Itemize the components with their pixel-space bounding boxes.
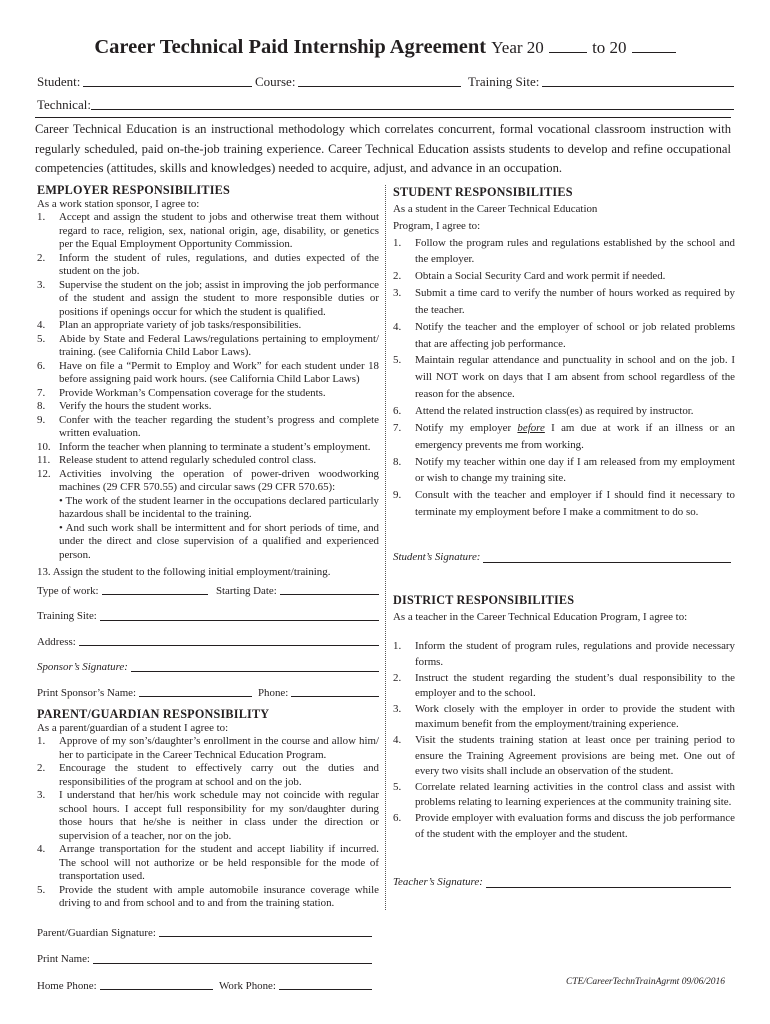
list-item: 8. Notify my teacher within one day if I am released from my employment or wish to change my training site.	[393, 455, 735, 485]
list-item: 6. Provide employer with evaluation forms and discuss the job performance of the student with the employer and the student.	[393, 811, 735, 840]
document-title	[0, 36, 770, 59]
list-item: 6. Have on file a “Permit to Employ and Work” for each student under 18 before assigning paid work hours. (see California Child Labor Laws)	[37, 359, 379, 385]
teacher-signature-label: Teacher’s Signature:	[393, 876, 483, 889]
print-sponsor-name-label: Print Sponsor’s Name:	[37, 686, 137, 699]
list-item: 5. Correlate related learning activities in the control class and assist with problems relating to learning experiences at the community training site.	[393, 780, 735, 809]
student-list	[393, 235, 735, 521]
sponsor-signature-field[interactable]	[131, 670, 379, 672]
form-code: CTE/CareerTechnTrainAgrmt 09/06/2016	[566, 977, 725, 987]
list-item: 8. Verify the hours the student works.	[37, 400, 212, 412]
sponsor-signature-label: Sponsor’s Signature:	[37, 661, 128, 673]
list-item: 2. Instruct the student regarding the student’s dual responsibility to the employer and to the school.	[393, 671, 735, 700]
list-item: 5. Abide by State and Federal Laws/regulations pertaining to employment/ training. (see California Child Labor Laws).	[37, 332, 379, 358]
list-item: 7. Provide Workman’s Compensation coverage for the students.	[37, 386, 326, 399]
list-item: 4. Plan an appropriate variety of job tasks/responsibilities.	[37, 319, 302, 331]
student-field[interactable]	[83, 85, 252, 87]
home-phone-label: Home Phone:	[37, 979, 97, 992]
intro-paragraph: Career Technical Education is an instructional methodology which correlates concurrent, formal vocational classroom instruction with regularly scheduled, paid on-the-job training experience. Career Technical Education assists students to develop and refine occupational competencies (attitudes, skills and knowledges) needed to acquire, adjust, and advance in an occupation.	[35, 117, 731, 179]
year-start-field[interactable]	[549, 52, 587, 53]
district-lead: As a teacher in the Career Technical Education Program, I agree to:	[393, 610, 688, 623]
student-label: Student:	[37, 74, 81, 89]
list-item: 7. Notify my employer before I am due at work if an illness or an emergency prevents me from working.	[393, 421, 735, 451]
parent-print-name-label: Print Name:	[37, 953, 90, 965]
starting-date-label: Starting Date:	[215, 584, 277, 597]
student-signature-label: Student’s Signature:	[393, 550, 481, 563]
year-label: Year 20	[491, 38, 544, 57]
employer-heading: EMPLOYER RESPONSIBILITIES	[37, 183, 230, 197]
employer-training-site-field[interactable]	[100, 619, 379, 621]
district-heading: DISTRICT RESPONSIBILITIES	[393, 592, 575, 607]
training-site-field[interactable]	[542, 85, 734, 87]
title-main: Career Technical Paid Internship Agreement	[94, 36, 487, 58]
parent-list	[37, 735, 379, 911]
list-item: 2. Inform the student of rules, regulations, and duties expected of the student on the job.	[37, 251, 379, 277]
address-field[interactable]	[79, 644, 379, 646]
left-column	[37, 184, 379, 993]
employer-item-13: 13. Assign the student to the following initial employment/training.	[37, 566, 331, 578]
parent-print-name-field[interactable]	[93, 962, 372, 964]
year-end-field[interactable]	[632, 52, 676, 53]
list-item: 6. Attend the related instruction class(es) as required by instructor.	[393, 404, 694, 417]
starting-date-field[interactable]	[280, 593, 379, 595]
student-signature-field[interactable]	[483, 561, 731, 563]
teacher-signature-field[interactable]	[486, 886, 731, 888]
sponsor-name-row	[37, 687, 379, 701]
parent-lead: As a parent/guardian of a student I agree to:	[37, 721, 229, 734]
list-item: 1. Inform the student of program rules, regulations and provide necessary forms.	[393, 640, 735, 668]
student-heading: STUDENT RESPONSIBILITIES	[393, 185, 573, 199]
list-item: 3. I understand that her/his work schedule may not coincide with regular school hours. I accept full responsibility for my son/daughter during those hours that he/she is neither in class under the direction or supervision of a teacher, nor on the job.	[37, 789, 379, 842]
list-item: 3. Submit a time card to verify the number of hours worked as required by the teacher.	[393, 287, 735, 316]
list-item: 2. Encourage the student to effectively carry out the duties and responsibilities of the program at school and on the job.	[37, 762, 379, 788]
employer-subitem: • And such work shall be intermittent and for short periods of time, and under the direct and close supervision of a qualified and experienced person.	[59, 521, 379, 561]
list-item: 4. Notify the teacher and the employer of school or job related problems that are affecting job performance.	[393, 320, 735, 350]
phone-label: Phone:	[258, 686, 289, 699]
employer-training-site-label: Training Site:	[37, 610, 97, 622]
student-lead: As a student in the Career Technical Education Program, I agree to:	[393, 202, 598, 232]
employer-subitem: • The work of the student learner in the occupations declared particularly hazardous shall be incidental to the training.	[59, 494, 379, 520]
list-item: 5. Provide the student with ample automobile insurance coverage while driving to and from school and to and from the training station.	[37, 883, 379, 909]
list-item: 10. Inform the teacher when planning to terminate a student’s employment.	[37, 440, 371, 453]
list-item: 1. Follow the program rules and regulations established by the school and the employer.	[393, 236, 735, 266]
list-item: 3. Work closely with the employer in order to provide the student with maximum benefit from the employment/training experience.	[393, 702, 735, 731]
right-column	[393, 184, 735, 891]
phone-field[interactable]	[291, 695, 379, 697]
training-site-label: Training Site:	[468, 74, 540, 89]
technical-row	[37, 97, 734, 113]
parent-heading: PARENT/GUARDIAN RESPONSIBILITY	[37, 707, 270, 721]
parent-signature-field[interactable]	[159, 935, 372, 937]
address-label: Address:	[37, 635, 76, 648]
district-list	[393, 639, 735, 842]
parent-phone-row	[37, 980, 379, 994]
home-phone-field[interactable]	[100, 988, 213, 990]
list-item: 9. Consult with the teacher and employer if I should find it necessary to terminate my employment before I make a commitment to do so.	[393, 489, 735, 519]
work-phone-field[interactable]	[279, 988, 372, 990]
list-item: 4. Arrange transportation for the student and accept liability if incurred. The school will not authorize or be held responsible for the mode of transportation used.	[37, 843, 379, 882]
list-item: 2. Obtain a Social Security Card and work permit if needed.	[393, 270, 666, 283]
work-phone-label: Work Phone:	[219, 979, 276, 992]
technical-field[interactable]	[91, 108, 734, 110]
parent-signature-label: Parent/Guardian Signature:	[37, 926, 156, 939]
technical-label: Technical:	[37, 97, 91, 112]
list-item: 5. Maintain regular attendance and punctuality in school and on the job. I will NOT work on days that I am absent from school regardless of the reason for the absence.	[393, 354, 735, 401]
list-item: 9. Confer with the teacher regarding the student’s progress and complete written evaluation.	[37, 413, 379, 439]
list-item: 1. Approve of my son’s/daughter’s enrollment in the course and allow him/ her to participate in the Career Technical Education Program.	[37, 735, 379, 761]
list-item: 3. Supervise the student on the job; assist in improving the job performance of the student and assign the student to more responsible duties or positions if openings occur for which the student is qualified.	[37, 278, 379, 318]
type-of-work-label: Type of work:	[37, 584, 99, 597]
course-label: Course:	[255, 74, 296, 89]
list-item: 1. Accept and assign the student to jobs and otherwise treat them without regard to race, religion, sex, national origin, age, disability, or genetics per the Equal Employment Opportunity Commission.	[37, 211, 379, 250]
list-item: 4. Visit the students training station at least once per training period to ensure the Training Agreement provisions are being met. One out of every two visits shall include an observation of the student.	[393, 733, 735, 778]
type-of-work-row	[37, 585, 379, 599]
employer-lead: As a work station sponsor, I agree to:	[37, 197, 200, 210]
print-sponsor-name-field[interactable]	[139, 695, 252, 697]
employer-list	[37, 211, 379, 495]
course-field[interactable]	[298, 85, 461, 87]
list-item: 12. Activities involving the operation of power-driven woodworking machines (29 CFR 570.55) and circular saws (29 CFR 570.65):	[37, 467, 379, 493]
type-of-work-field[interactable]	[102, 593, 208, 595]
year-to-label: to 20	[592, 38, 627, 57]
list-item: 11. Release student to attend regularly scheduled control class.	[37, 454, 317, 466]
column-divider	[385, 185, 386, 910]
